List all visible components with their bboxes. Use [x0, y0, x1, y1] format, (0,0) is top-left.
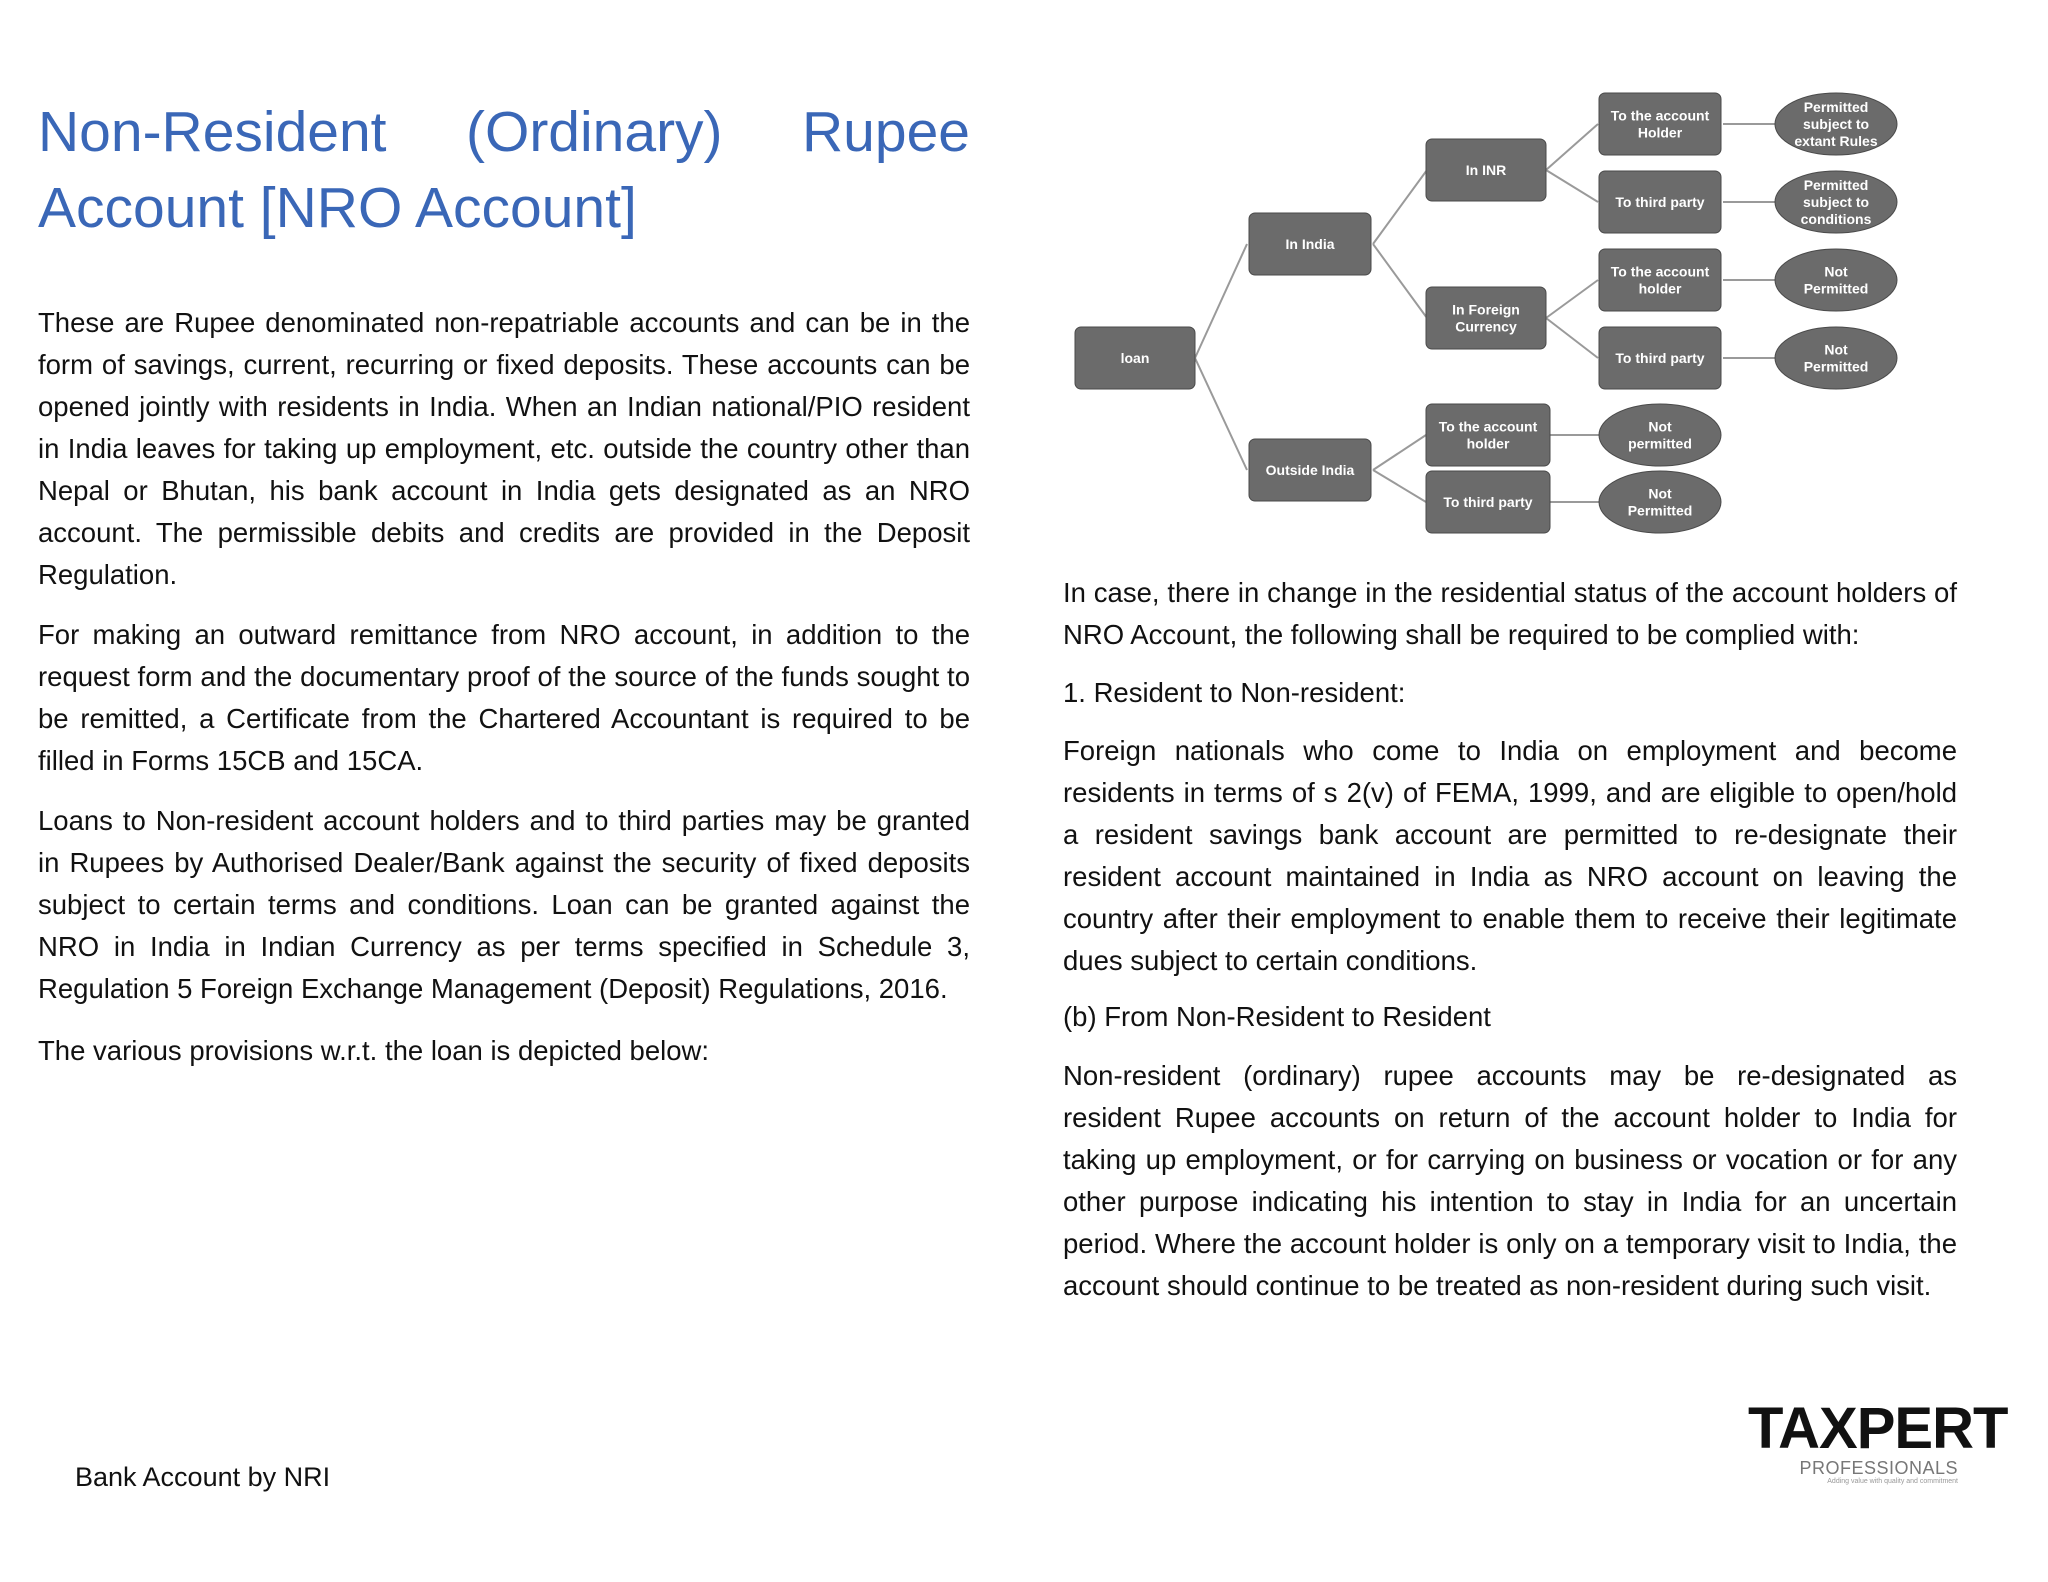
node-in-india-label: In India: [1285, 236, 1335, 252]
title-word: Rupee: [802, 100, 970, 164]
node-fc-to-account-holder: [1599, 249, 1721, 311]
page-title: [38, 94, 970, 246]
node-in-foreign-currency: [1426, 287, 1546, 349]
result-inr-third-party-label: Permitted: [1803, 177, 1869, 193]
result-fc-holder: [1775, 249, 1897, 311]
taxpert-logo: [1748, 1396, 2008, 1498]
node-in-foreign-currency-label: In Foreign: [1452, 301, 1520, 318]
paragraph-nro-intro: These are Rupee denominated non-repatriable accounts and can be in the form of savings, current, recurring or fixed deposits. These accounts can be opened jointly with residents in India. When an Indian national/PIO resident in India leaves for taking up employment, etc. outside the country other than Nepal or Bhutan, his bank account in India gets designated as an NRO account. The permissible debits and credits are provided in the Deposit Regulation.: [38, 307, 970, 590]
result-inr-holder-label: extant Rules: [1794, 133, 1878, 149]
node-inr-to-account-holder-label: To the account: [1610, 107, 1710, 124]
result-outside-holder-label: permitted: [1628, 435, 1692, 452]
node-in-foreign-currency-label: Currency: [1455, 318, 1517, 335]
result-outside-third-party-label: Permitted: [1627, 502, 1693, 519]
node-outside-india: [1249, 439, 1371, 501]
heading-nonresident-to-resident: (b) From Non-Resident to Resident: [1063, 1001, 1491, 1032]
node-fc-to-account-holder-label: To the account: [1610, 263, 1710, 280]
node-inr-to-third-party-label: To third party: [1615, 194, 1705, 210]
logo-main-text: TAXPERT: [1748, 1396, 2008, 1461]
node-outside-to-account-holder-label: To the account: [1438, 418, 1538, 435]
result-inr-holder-label: subject to: [1802, 116, 1870, 132]
paragraph-diagram-intro: The various provisions w.r.t. the loan is depicted below:: [38, 1035, 710, 1066]
result-outside-holder-label: Not: [1648, 418, 1672, 435]
heading-resident-to-nonresident: 1. Resident to Non-resident:: [1063, 677, 1406, 708]
loan-provisions-diagram: [1060, 90, 1910, 560]
result-fc-third-party: [1775, 327, 1897, 389]
title-line2: Account [NRO Account]: [38, 176, 637, 240]
node-fc-to-third-party-label: To third party: [1615, 350, 1705, 366]
result-inr-third-party-label: subject to: [1802, 194, 1870, 210]
result-fc-third-party-label: Not: [1824, 341, 1848, 358]
result-outside-third-party: [1599, 471, 1721, 533]
node-outside-to-third-party-label: To third party: [1443, 494, 1533, 510]
title-word: Non-Resident: [38, 100, 387, 164]
node-loan: [1075, 327, 1195, 389]
logo-sub-text: PROFESSIONALS: [1799, 1458, 1958, 1478]
paragraph-redesignation: Non-resident (ordinary) rupee accounts may be re-designated as resident Rupee accounts on return of the account holder to India for taking up employment, or for carrying on business or vocation or for any other purpose indicating his intention to stay in India for an uncertain period. Where the account holder is only on a temporary visit to India, the account should continue to be treated as non-resident during such visit.: [1063, 1060, 1957, 1301]
logo-tagline: Adding value with quality and commitment: [1827, 1478, 1958, 1485]
node-outside-india-label: Outside India: [1265, 462, 1355, 478]
result-inr-third-party: [1775, 171, 1897, 233]
result-inr-holder: [1775, 93, 1897, 155]
node-loan-label: loan: [1120, 350, 1150, 366]
result-inr-holder-label: Permitted: [1803, 99, 1869, 115]
footer-text: Bank Account by NRI: [75, 1462, 331, 1492]
node-fc-to-account-holder-label: holder: [1638, 280, 1682, 297]
node-outside-to-account-holder: [1426, 404, 1550, 466]
node-in-inr: [1426, 139, 1546, 201]
result-fc-holder-label: Not: [1824, 263, 1848, 280]
node-inr-to-third-party: [1599, 171, 1721, 233]
paragraph-loans: Loans to Non-resident account holders and to third parties may be granted in Rupees by Authorised Dealer/Bank against the security of fixed deposits subject to certain terms and conditions. Loan can be granted against the NRO in India in Indian Currency as per terms specified in Schedule 3, Regulation 5 Foreign Exchange Management (Deposit) Regulations, 2016.: [38, 805, 970, 1004]
paragraph-foreign-nationals: Foreign nationals who come to India on employment and become residents in terms of s 2(v) of FEMA, 1999, and are eligible to open/hold a resident savings bank account are permitted to re-designate their resident account maintained in India as NRO account on leaving the country after their employment to enable them to receive their legitimate dues subject to certain conditions.: [1063, 735, 1957, 976]
node-in-india: [1249, 213, 1371, 275]
result-outside-holder: [1599, 404, 1721, 466]
result-fc-third-party-label: Permitted: [1803, 358, 1869, 375]
paragraph-status-change: In case, there in change in the residential status of the account holders of NRO Account, the following shall be required to be complied with:: [1063, 577, 1957, 650]
paragraph-remittance: For making an outward remittance from NRO account, in addition to the request form and the documentary proof of the source of the funds sought to be remitted, a Certificate from the Chartered Accountant is required to be filled in Forms 15CB and 15CA.: [38, 619, 970, 776]
node-outside-to-third-party: [1426, 471, 1550, 533]
node-inr-to-account-holder: [1599, 93, 1721, 155]
result-inr-third-party-label: conditions: [1800, 211, 1872, 227]
title-word: (Ordinary): [466, 100, 723, 164]
node-fc-to-third-party: [1599, 327, 1721, 389]
result-outside-third-party-label: Not: [1648, 485, 1672, 502]
node-in-inr-label: In INR: [1465, 162, 1507, 178]
node-inr-to-account-holder-label: Holder: [1637, 124, 1683, 141]
node-outside-to-account-holder-label: holder: [1466, 435, 1510, 452]
result-fc-holder-label: Permitted: [1803, 280, 1869, 297]
